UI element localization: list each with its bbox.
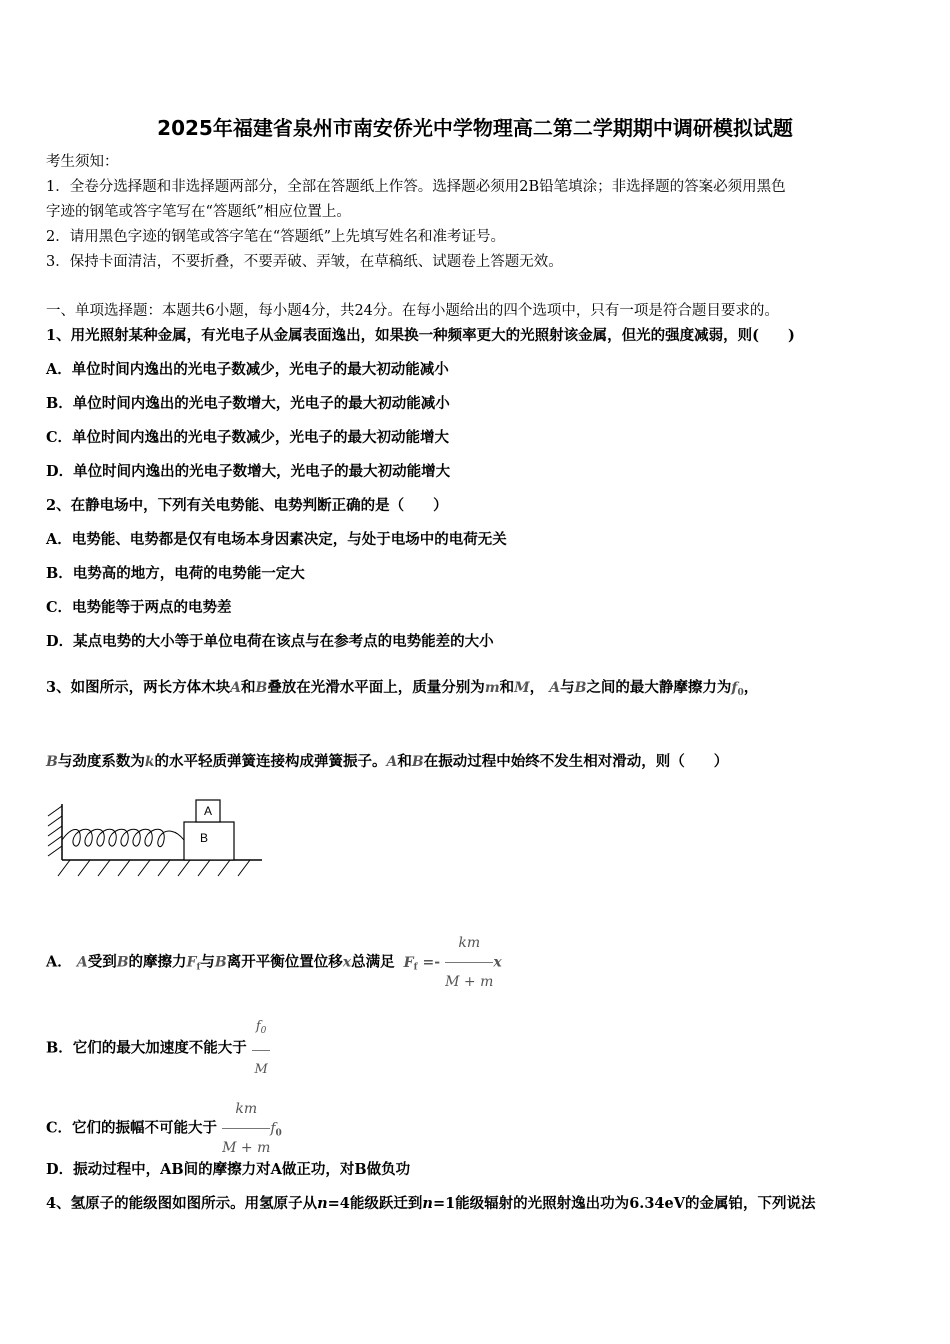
q2-option-a: A．电势能、电势都是仅有电场本身因素决定，与处于电场中的电荷无关 (46, 531, 507, 548)
q2-option-d: D．某点电势的大小等于单位电荷在该点与在参考点的电势能差的大小 (46, 633, 494, 650)
q3-c-fraction: $\frac{km}{M + m}$ (222, 1092, 270, 1165)
q2-option-b: B．电势高的地方，电荷的电势能一定大 (46, 565, 305, 582)
section-heading: 一、单项选择题：本题共6小题，每小题4分，共24分。在每小题给出的四个选项中，只有一项是符合题目要求的。 (46, 303, 779, 319)
q3-stem-line1: 3、如图所示，两长方体木块A和B叠放在光滑水平面上，质量分别为m和M， A与B之间的最大静摩擦力为$f_0$， (46, 679, 759, 698)
notice-item-2: 2．请用黑色字迹的钢笔或答字笔在“答题纸”上先填写姓名和准考证号。 (46, 229, 506, 245)
q3-a-fraction: $\frac{km}{M + m}$ (445, 926, 493, 999)
q3-option-a: A． A受到B的摩擦力$F_f$与B离开平衡位置位移x总满足 $F_f$ =- $\frac{km}{M + m}$ x (46, 926, 502, 999)
q1-option-d: D．单位时间内逸出的光电子数增大，光电子的最大初动能增大 (46, 463, 451, 480)
page-title: 2025年福建省泉州市南安侨光中学物理高二第二学期期中调研模拟试题 (157, 116, 793, 140)
q1-option-b: B．单位时间内逸出的光电子数增大，光电子的最大初动能减小 (46, 395, 450, 412)
q3-option-b: B．它们的最大加速度不能大于 $\frac{f_0}{M}$ (46, 1010, 270, 1087)
q2-option-c: C．电势能等于两点的电势差 (46, 599, 232, 616)
q3-option-c: C．它们的振幅不可能大于 $\frac{km}{M + m}$ $f_0$ (46, 1092, 282, 1165)
notice-item-3: 3．保持卡面清洁，不要折叠，不要弄破、弄皱，在草稿纸、试题卷上答题无效。 (46, 254, 563, 270)
q4-stem: 4、氢原子的能级图如图所示。用氢原子从n=4能级跃迁到n=1能级辐射的光照射逸出功为6.34eV的金属铂，下列说法 (46, 1195, 816, 1212)
block-b (184, 822, 234, 860)
notice-item-1b: 字迹的钢笔或答字笔写在“答题纸”相应位置上。 (46, 204, 351, 220)
q1-option-a: A．单位时间内逸出的光电子数减少，光电子的最大初动能减小 (46, 361, 449, 378)
block-a-label: A (203, 804, 213, 818)
spring-coil (62, 829, 184, 846)
notice-item-1a: 1．全卷分选择题和非选择题两部分，全部在答题纸上作答。选择题必须用2B铅笔填涂；非选择题的答案必须用黑色 (46, 179, 786, 195)
block-b-label: B (199, 831, 209, 845)
q3-option-d: D．振动过程中，AB间的摩擦力对A做正功，对B做负功 (46, 1161, 411, 1178)
q1-stem: 1、用光照射某种金属，有光电子从金属表面逸出，如果换一种频率更大的光照射该金属，但光的强度减弱，则( ) (46, 327, 795, 344)
spring-oscillator-figure (44, 796, 266, 880)
q2-stem: 2、在静电场中，下列有关电势能、电势判断正确的是（ ） (46, 497, 448, 514)
q3-b-fraction: $\frac{f_0}{M}$ (252, 1010, 271, 1087)
notice-heading: 考生须知： (46, 154, 119, 170)
q3-stem-line2: B与劲度系数为k的水平轻质弹簧连接构成弹簧振子。A和B在振动过程中始终不发生相对滑动，则（ ） (46, 753, 729, 770)
q1-option-c: C．单位时间内逸出的光电子数减少，光电子的最大初动能增大 (46, 429, 450, 446)
